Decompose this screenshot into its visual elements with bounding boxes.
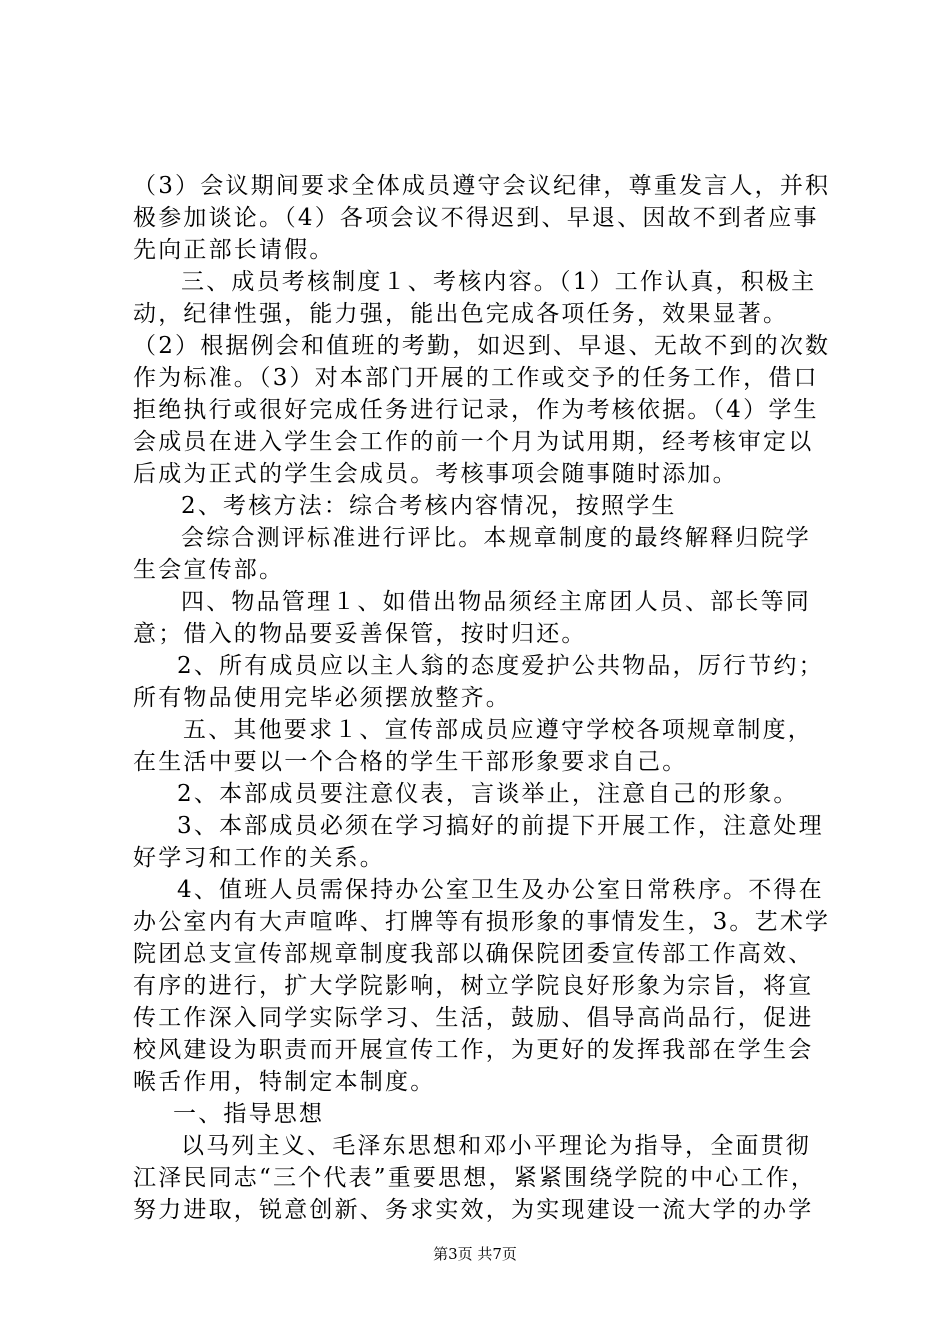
text-line-17: 所有物品使用完毕必须摆放整齐。: [133, 685, 511, 711]
text-line-16: 2、所有成员应以主人翁的态度爱护公共物品，厉行节约；: [177, 653, 824, 679]
text-line-31: 以马列主义、毛泽东思想和邓小平理论为指导，全面贯彻: [181, 1133, 811, 1159]
text-line-15: 意；借入的物品要妥善保管，按时归还。: [133, 621, 587, 647]
text-line-20: 2、本部成员要注意仪表，言谈举止，注意自己的形象。: [177, 781, 799, 807]
text-line-25: 院团总支宣传部规章制度我部以确保院团委宣传部工作高效、: [133, 941, 814, 967]
text-line-21: 3、本部成员必须在学习搞好的前提下开展工作，注意处理: [177, 813, 824, 839]
text-line-33: 努力进取，锐意创新、务求实效，为实现建设一流大学的办学: [133, 1197, 814, 1223]
text-line-9: 会成员在进入学生会工作的前一个月为试用期，经考核审定以: [133, 429, 814, 455]
text-line-30: 一、指导思想: [173, 1101, 325, 1127]
text-line-12: 会综合测评标准进行评比。本规章制度的最终解释归院学: [181, 525, 811, 551]
text-line-1: （3）会议期间要求全体成员遵守会议纪律，尊重发言人，并积: [133, 173, 831, 199]
text-line-28: 校风建设为职责而开展宣传工作，为更好的发挥我部在学生会: [133, 1037, 814, 1063]
text-line-22: 好学习和工作的关系。: [133, 845, 385, 871]
text-line-13: 生会宣传部。: [133, 557, 285, 583]
text-line-6: （2）根据例会和值班的考勤，如迟到、早退、无故不到的次数: [133, 333, 831, 359]
text-line-11: 2、考核方法：综合考核内容情况，按照学生: [181, 493, 677, 519]
text-line-2: 极参加谈论。（4）各项会议不得迟到、早退、因故不到者应事: [133, 205, 819, 231]
document-body: [133, 170, 833, 1226]
text-line-4: 三、成员考核制度１、考核内容。（1）工作认真，积极主: [181, 269, 817, 295]
text-line-5: 动，纪律性强，能力强，能出色完成各项任务，效果显著。: [133, 301, 789, 327]
text-line-27: 传工作深入同学实际学习、生活，鼓励、倡导高尚品行，促进: [133, 1005, 814, 1031]
text-line-29: 喉舌作用，特制定本制度。: [133, 1069, 436, 1095]
text-line-18: 五、其他要求１、宣传部成员应遵守学校各项规章制度，: [183, 717, 813, 743]
text-line-14: 四、物品管理１、如借出物品须经主席团人员、部长等同: [181, 589, 811, 615]
page-number-footer: 第3页 共7页: [433, 1245, 517, 1263]
text-line-19: 在生活中要以一个合格的学生干部形象要求自己。: [133, 749, 688, 775]
text-line-24: 办公室内有大声喧哗、打牌等有损形象的事情发生，3。艺术学: [133, 909, 831, 935]
text-line-8: 拒绝执行或很好完成任务进行记录，作为考核依据。（4）学生: [133, 397, 819, 423]
text-line-3: 先向正部长请假。: [133, 237, 335, 263]
text-line-26: 有序的进行，扩大学院影响，树立学院良好形象为宗旨，将宣: [133, 973, 814, 999]
text-line-23: 4、值班人员需保持办公室卫生及办公室日常秩序。不得在: [177, 877, 824, 903]
text-line-7: 作为标准。（3）对本部门开展的工作或交予的任务工作，借口: [133, 365, 819, 391]
text-line-32: 江泽民同志“三个代表”重要思想，紧紧围绕学院的中心工作，: [133, 1165, 817, 1191]
text-line-10: 后成为正式的学生会成员。考核事项会随事随时添加。: [133, 461, 738, 487]
